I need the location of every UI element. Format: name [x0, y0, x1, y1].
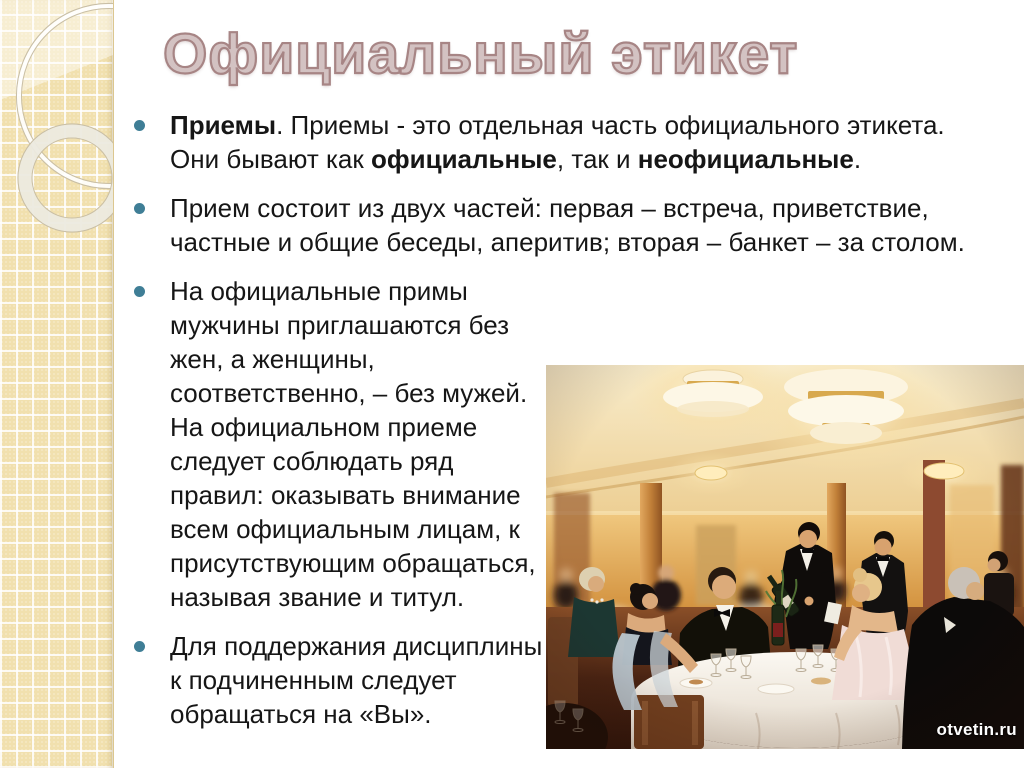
checker-band: [0, 0, 114, 768]
bullet-item: [128, 108, 965, 176]
bullet-list: [128, 108, 965, 746]
bullet-text: Для поддержания дисциплины к подчиненным следует обращаться на «Вы».: [170, 631, 543, 729]
slide-title: Официальный этикет: [163, 22, 799, 86]
bullet-item: [128, 191, 965, 259]
bullet-icon: [134, 641, 145, 652]
bullet-icon: [134, 286, 145, 297]
bullet-text: Приемы. Приемы - это отдельная часть официального этикета. Они бывают как официальные, так и неофициальные.: [170, 110, 945, 174]
bullet-item: [128, 629, 965, 731]
bullet-icon: [134, 203, 145, 214]
bullet-text: На официальные примы мужчины приглашаются без жен, а женщины, соответственно, – без мужей. На официальном приеме следует соблюдать ряд правил: оказывать внимание всем официальным лицам, к присутствующим обращаться, называя звание и титул.: [170, 276, 536, 612]
band-circles-decoration: [0, 0, 113, 768]
bullet-text: Прием состоит из двух частей: первая – встреча, приветствие, частные и общие беседы, аперитив; вторая – банкет – за столом.: [170, 193, 965, 257]
bullet-icon: [134, 120, 145, 131]
photo-watermark: otvetin.ru: [936, 720, 1017, 739]
bullet-item: [128, 274, 965, 614]
